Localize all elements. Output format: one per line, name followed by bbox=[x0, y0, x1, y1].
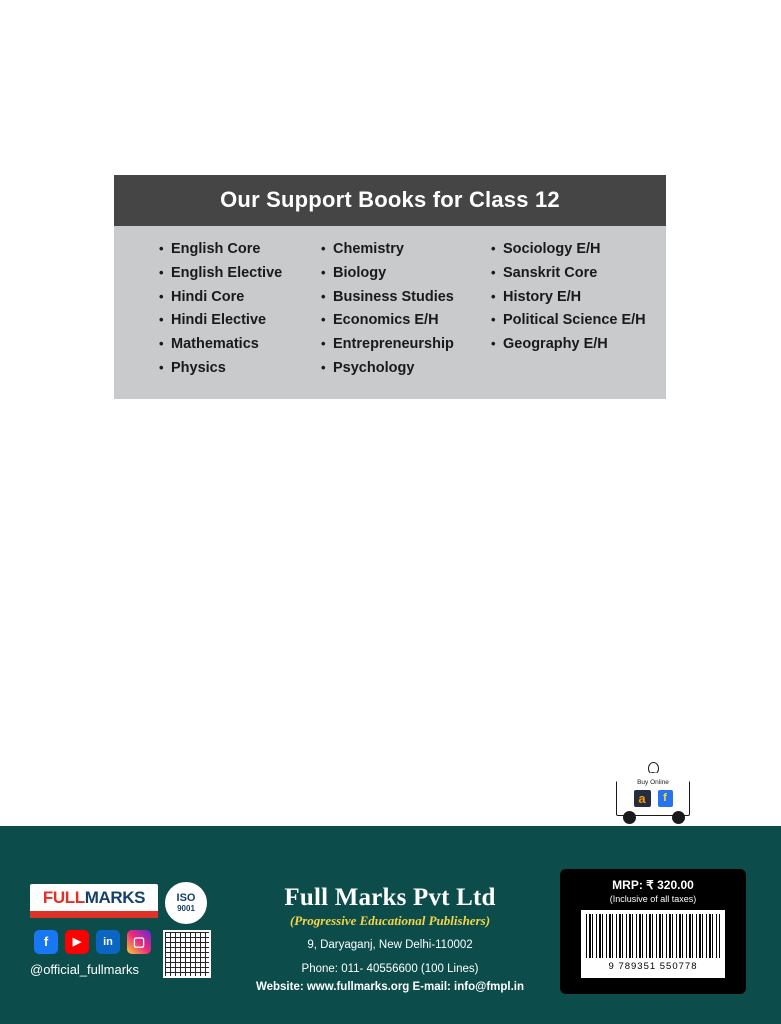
buy-online-label: Buy Online bbox=[637, 779, 669, 786]
qr-code-pattern bbox=[165, 932, 209, 976]
youtube-icon[interactable]: ▶ bbox=[65, 930, 89, 954]
wheel-left-icon bbox=[623, 811, 636, 824]
mrp-note: (Inclusive of all taxes) bbox=[609, 894, 697, 904]
support-books-title: Our Support Books for Class 12 bbox=[114, 175, 666, 226]
mrp-price: MRP: ₹ 320.00 bbox=[612, 878, 694, 892]
logo-text-marks: MARKS bbox=[84, 888, 146, 907]
flipkart-icon: f bbox=[658, 790, 673, 807]
list-item: • History E/H bbox=[491, 286, 666, 310]
social-handle: @official_fullmarks bbox=[30, 962, 140, 977]
barcode-bars bbox=[586, 914, 720, 958]
publisher-phone: Phone: 011- 40556600 (100 Lines) bbox=[301, 963, 479, 975]
wheel-right-icon bbox=[672, 811, 685, 824]
footer bbox=[0, 826, 781, 1024]
list-item: • Hindi Core bbox=[159, 286, 321, 310]
support-books-panel bbox=[114, 175, 666, 399]
marketplace-icons bbox=[624, 790, 682, 807]
logo-text-full: FULL bbox=[42, 888, 85, 907]
barcode bbox=[581, 910, 725, 978]
price-barcode-block bbox=[560, 869, 746, 994]
list-item: • English Elective bbox=[159, 262, 321, 286]
list-item: • Chemistry bbox=[321, 238, 491, 262]
publisher-tagline: (Progressive Educational Publishers) bbox=[289, 913, 491, 928]
facebook-icon[interactable]: f bbox=[34, 930, 58, 954]
iso-standard-number: 9001 bbox=[177, 904, 195, 913]
fullmarks-logo bbox=[30, 884, 158, 918]
list-item: • Entrepreneurship bbox=[321, 333, 491, 357]
iso-certification-badge bbox=[163, 880, 209, 926]
qr-code[interactable] bbox=[163, 930, 211, 978]
linkedin-icon[interactable]: in bbox=[96, 930, 120, 954]
support-books-column-1 bbox=[114, 238, 321, 381]
support-books-column-3 bbox=[491, 238, 666, 381]
list-item: • Political Science E/H bbox=[491, 309, 666, 333]
publisher-name: Full Marks Pvt Ltd bbox=[284, 884, 496, 911]
list-item: • Mathematics bbox=[159, 333, 321, 357]
list-item: • Business Studies bbox=[321, 286, 491, 310]
list-item: • Biology bbox=[321, 262, 491, 286]
list-item: • Psychology bbox=[321, 357, 491, 381]
amazon-icon: a bbox=[634, 790, 651, 807]
iso-label: ISO bbox=[176, 892, 196, 904]
list-item: • Economics E/H bbox=[321, 309, 491, 333]
social-links bbox=[34, 930, 151, 954]
list-item: • Sociology E/H bbox=[491, 238, 666, 262]
publisher-address: 9, Daryaganj, New Delhi-110002 bbox=[307, 939, 473, 951]
support-books-columns bbox=[114, 226, 666, 399]
barcode-number: 9 789351 550778 bbox=[608, 961, 698, 972]
publisher-website: Website: www.fullmarks.org E-mail: info@fmpl.in bbox=[255, 981, 525, 993]
publisher-block bbox=[220, 884, 560, 993]
list-item: • Sanskrit Core bbox=[491, 262, 666, 286]
list-item: • English Core bbox=[159, 238, 321, 262]
list-item: • Hindi Elective bbox=[159, 309, 321, 333]
buy-online-badge bbox=[610, 762, 696, 824]
list-item: • Physics bbox=[159, 357, 321, 381]
instagram-icon[interactable]: ▢ bbox=[127, 930, 151, 954]
list-item: • Geography E/H bbox=[491, 333, 666, 357]
logo-underline bbox=[30, 911, 158, 918]
support-books-column-2 bbox=[321, 238, 491, 381]
